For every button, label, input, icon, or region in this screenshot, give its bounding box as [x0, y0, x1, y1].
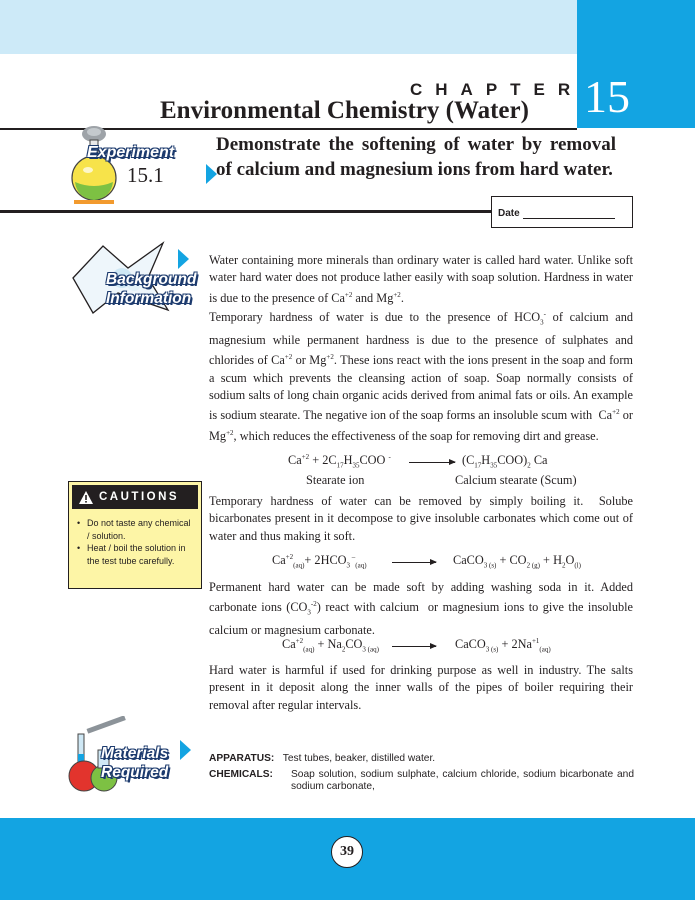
apparatus-row [209, 753, 634, 765]
apparatus-value: Test tubes, beaker, distilled water. [282, 753, 436, 764]
experiment-badge-label: Experiment [87, 144, 175, 161]
equation-2-reactants: $Ca^{+2}_{(aq)}+ 2HCO_3$ –$_{(aq)}$ [272, 553, 367, 570]
background-arrow-icon [178, 249, 189, 269]
background-paragraph-1: Water containing more minerals than ordinary water is called hard water. Unlike soft water hard water does not produce lather easily with soap solution. Hardness in water is due to the presence of $Ca^{+2}$ and $Mg^{+2}$. [209, 253, 633, 305]
materials-arrow-icon [180, 740, 191, 760]
equation-1-arrow [409, 462, 455, 463]
equation-2-products: CaCO$_{3 (s)}$ + $CO_{2 (g)} + H_2O_{(l)}$ [453, 553, 581, 570]
chemicals-value: Soap solution, sodium sulphate, calcium chloride, sodium bicarbonate and sodium carbonate, [291, 769, 634, 792]
materials-badge-line2: Required [101, 764, 169, 781]
date-label: Date [498, 208, 520, 219]
cautions-box [68, 481, 202, 589]
caution-item: • Heat / boil the solution in the test tube carefully. [77, 542, 195, 567]
date-field [491, 196, 633, 228]
cautions-title: CAUTIONS [99, 491, 180, 503]
background-badge-line2: Information [106, 290, 192, 307]
page-number: 39 [331, 836, 363, 868]
date-line [523, 209, 615, 219]
chemicals-label: CHEMICALS: [209, 769, 273, 780]
equation-2-arrow [392, 562, 436, 563]
chapter-number: 15 [584, 71, 630, 122]
experiment-title: Demonstrate the softening of water by removal of calcium and magnesium ions from hard water. [216, 134, 616, 180]
chapter-title: Environmental Chemistry (Water) [160, 97, 529, 124]
equation-1-label-left: Stearate ion [306, 473, 365, 487]
equation-1-product: $(C_{17}H_{35}COO)_2$ Ca [462, 453, 548, 470]
top-banner [0, 0, 580, 54]
cautions-header [72, 485, 198, 509]
materials-badge-line1: Materials [101, 745, 169, 762]
warning-icon [78, 490, 94, 505]
background-paragraph-3: Temporary hardness of water can be removed by simply boiling it. Solube bicarbonates present in it decompose to give insoluble carbonates which come out of water and thus making it soft. [209, 494, 633, 543]
title-divider [0, 210, 492, 213]
experiment-flask-icon [64, 120, 184, 210]
apparatus-label: APPARATUS: [209, 753, 275, 764]
background-paragraph-4: Permanent hard water can be made soft by adding washing soda in it. Added carbonate ions $(CO_3^{-2})$ react with calcium or magnesium ions to give the insoluble calcium or magnesium carbonate. [209, 580, 634, 638]
background-paragraph-2: Temporary hardness of water is due to the presence of $HCO_3^-$ of calcium and magnesium while permanent hardness is due to the presence of sulphates and chlorides of $Ca^{+2}$ or $Mg^{+2}$. These ions react with the ions present in the soap and form a scum which prevents the cleansing action of soap. Soap normally consists of sodium salts of long chain organic acids derived from animal fats or oils. An example is sodium stearate. The negative ion of the soap forms an insoluble scum with $Ca^{+2}$ or $Mg^{+2}$, which reduces the effectiveness of the soap for removing dirt and grease. [209, 310, 633, 443]
chapter-label: CHAPTER [410, 80, 584, 99]
equation-1-reactants: $Ca^{+2} + 2C_{17}H_{35}COO$ - [288, 453, 391, 470]
equation-3-arrow [392, 646, 436, 647]
cautions-list [69, 512, 201, 567]
experiment-number: 15.1 [127, 163, 164, 187]
caution-item: • Do not taste any chemical / solution. [77, 517, 195, 542]
equation-3-products: CaCO$_{3 (s)}$ + $2Na^{+1}_{(aq)}$ [455, 637, 551, 654]
background-badge-line1: Background [106, 271, 197, 288]
chemicals-row [209, 769, 634, 793]
background-paragraph-5: Hard water is harmful if used for drinking purpose as well in industry. The salts present in it deposit along the inner walls of the pipes of boiler requiring their removal after regular intervals. [209, 663, 633, 712]
equation-1-label-right: Calcium stearate (Scum) [455, 473, 577, 487]
equation-3-reactants: $Ca^{+2}_{(aq)} + Na_2CO_{3 (aq)}$ [282, 637, 379, 654]
